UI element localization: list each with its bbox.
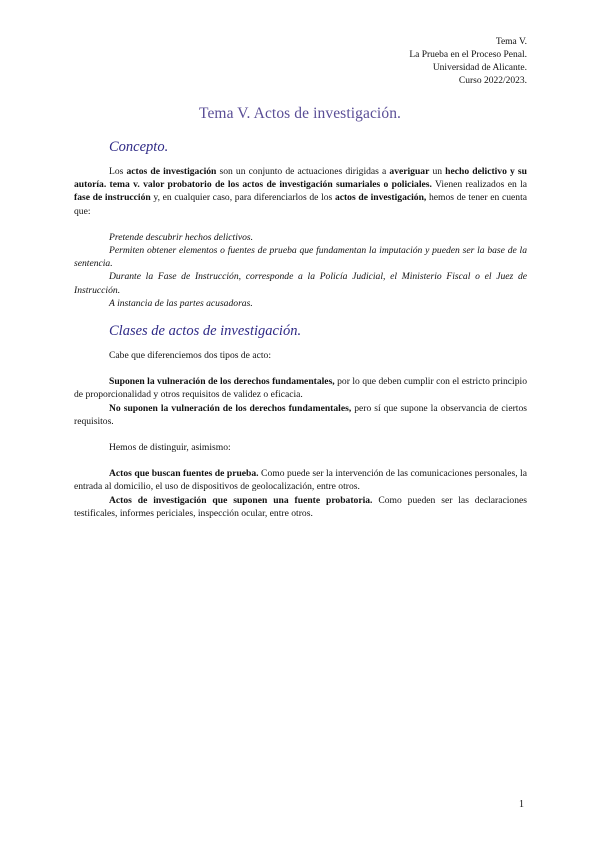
bold-run: actos de investigación, bbox=[334, 192, 427, 204]
list-item: Permiten obtener elementos o fuentes de prueba que fundamentan la imputación y pueden ser la base de la sentencia. bbox=[74, 245, 527, 270]
list-item: Durante la Fase de Instrucción, corresponde a la Policía Judicial, el Ministerio Fiscal o el Juez de Instrucción. bbox=[74, 271, 527, 296]
list-item: Pretende descubrir hechos delictivos. bbox=[109, 231, 254, 243]
bold-run: Actos que buscan fuentes de prueba. bbox=[109, 468, 259, 480]
page-number: 1 bbox=[519, 799, 524, 810]
bold-run: actos de investigación bbox=[126, 166, 217, 177]
header-line: Tema V. bbox=[495, 37, 527, 47]
document-title: Tema V. Actos de investigación. bbox=[198, 105, 402, 122]
type-a-paragraph bbox=[74, 375, 527, 401]
text-run: hemos de tener en cuenta que: bbox=[74, 192, 527, 217]
section-heading-concepto: Concepto. bbox=[109, 139, 169, 155]
text-run: Los bbox=[109, 166, 127, 177]
page-header bbox=[409, 36, 527, 88]
section-heading-clases: Clases de actos de investigación. bbox=[109, 323, 302, 339]
clases-intro: Cabe que diferenciemos dos tipos de acto: bbox=[109, 350, 271, 361]
header-line: Curso 2022/2023. bbox=[458, 76, 527, 86]
text-run: Vienen realizados en la bbox=[431, 179, 527, 191]
text-run: Como puede ser la intervención de las comunicaciones personales, la entrada al domicilio, el uso de dispositivos de geolocalización, entre otros. bbox=[74, 468, 527, 493]
text-run: Como pueden ser las declaraciones testificales, informes periciales, inspección ocular, entre otros. bbox=[74, 494, 527, 519]
bold-run: Suponen la vulneración de los derechos fundamentales, bbox=[109, 376, 335, 388]
text-run: por lo que deben cumplir con el estricto principio de proporcionalidad y otros requisitos de validez o eficacia. bbox=[74, 376, 527, 401]
clases-section-body bbox=[74, 349, 527, 520]
type-c-paragraph bbox=[74, 467, 527, 493]
header-line: La Prueba en el Proceso Penal. bbox=[409, 50, 527, 60]
list-item: A instancia de las partes acusadoras. bbox=[109, 297, 253, 309]
concepto-paragraph bbox=[74, 165, 527, 218]
concepto-section-body bbox=[74, 165, 527, 310]
bold-run: hecho delictivo y su autoría. tema v. valor probatorio de los actos de investigación sumariales o policiales. bbox=[74, 166, 527, 191]
clases-intro-2: Hemos de distinguir, asimismo: bbox=[109, 442, 231, 454]
bold-run: fase de instrucción bbox=[74, 192, 151, 204]
type-d-paragraph bbox=[74, 494, 527, 520]
text-run: son un conjunto de actuaciones dirigidas a bbox=[216, 166, 390, 177]
text-run: pero sí que supone la observancia de ciertos requisitos. bbox=[74, 402, 527, 427]
header-line: Universidad de Alicante. bbox=[432, 63, 527, 73]
characteristics-list bbox=[74, 231, 527, 310]
bold-run: Actos de investigación que suponen una fuente probatoria. bbox=[109, 494, 373, 506]
text-run: un bbox=[429, 166, 446, 177]
text-run: y, en cualquier caso, para diferenciarlos de los bbox=[150, 192, 335, 204]
bold-run: averiguar bbox=[389, 166, 430, 177]
type-b-paragraph bbox=[74, 402, 527, 428]
bold-run: No suponen la vulneración de los derechos fundamentales, bbox=[109, 402, 352, 414]
